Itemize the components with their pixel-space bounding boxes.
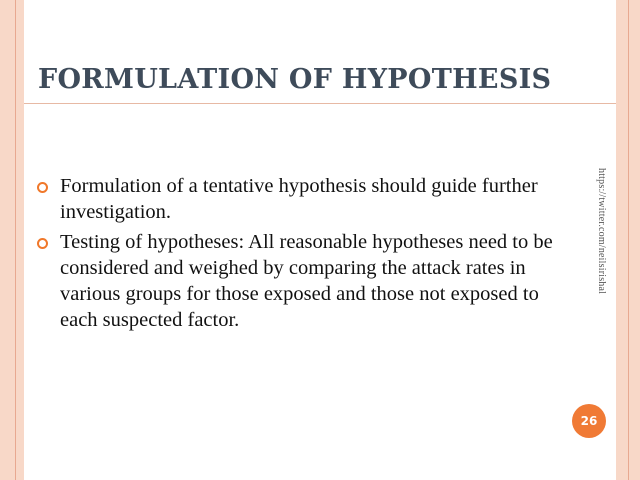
title-divider (24, 103, 616, 104)
bullet-text: Testing of hypotheses: All reasonable hypotheses need to be considered and weighed by comparing the attack rates in various groups for those exposed and those not exposed to each suspected factor. (60, 231, 553, 331)
right-frame-line (628, 0, 629, 480)
bullet-circle-icon (37, 238, 48, 249)
bullet-list (36, 173, 566, 337)
bullet-item (36, 173, 566, 225)
bullet-item (36, 229, 566, 333)
left-frame-line (15, 0, 16, 480)
bullet-text: Formulation of a tentative hypothesis should guide further investigation. (60, 175, 538, 223)
slide-title: FORMULATION OF HYPOTHESIS (38, 64, 552, 95)
page-number-badge: 26 (572, 404, 606, 438)
side-url-text: https://twitter.com/neilsirishal (596, 168, 607, 295)
bullet-circle-icon (37, 182, 48, 193)
